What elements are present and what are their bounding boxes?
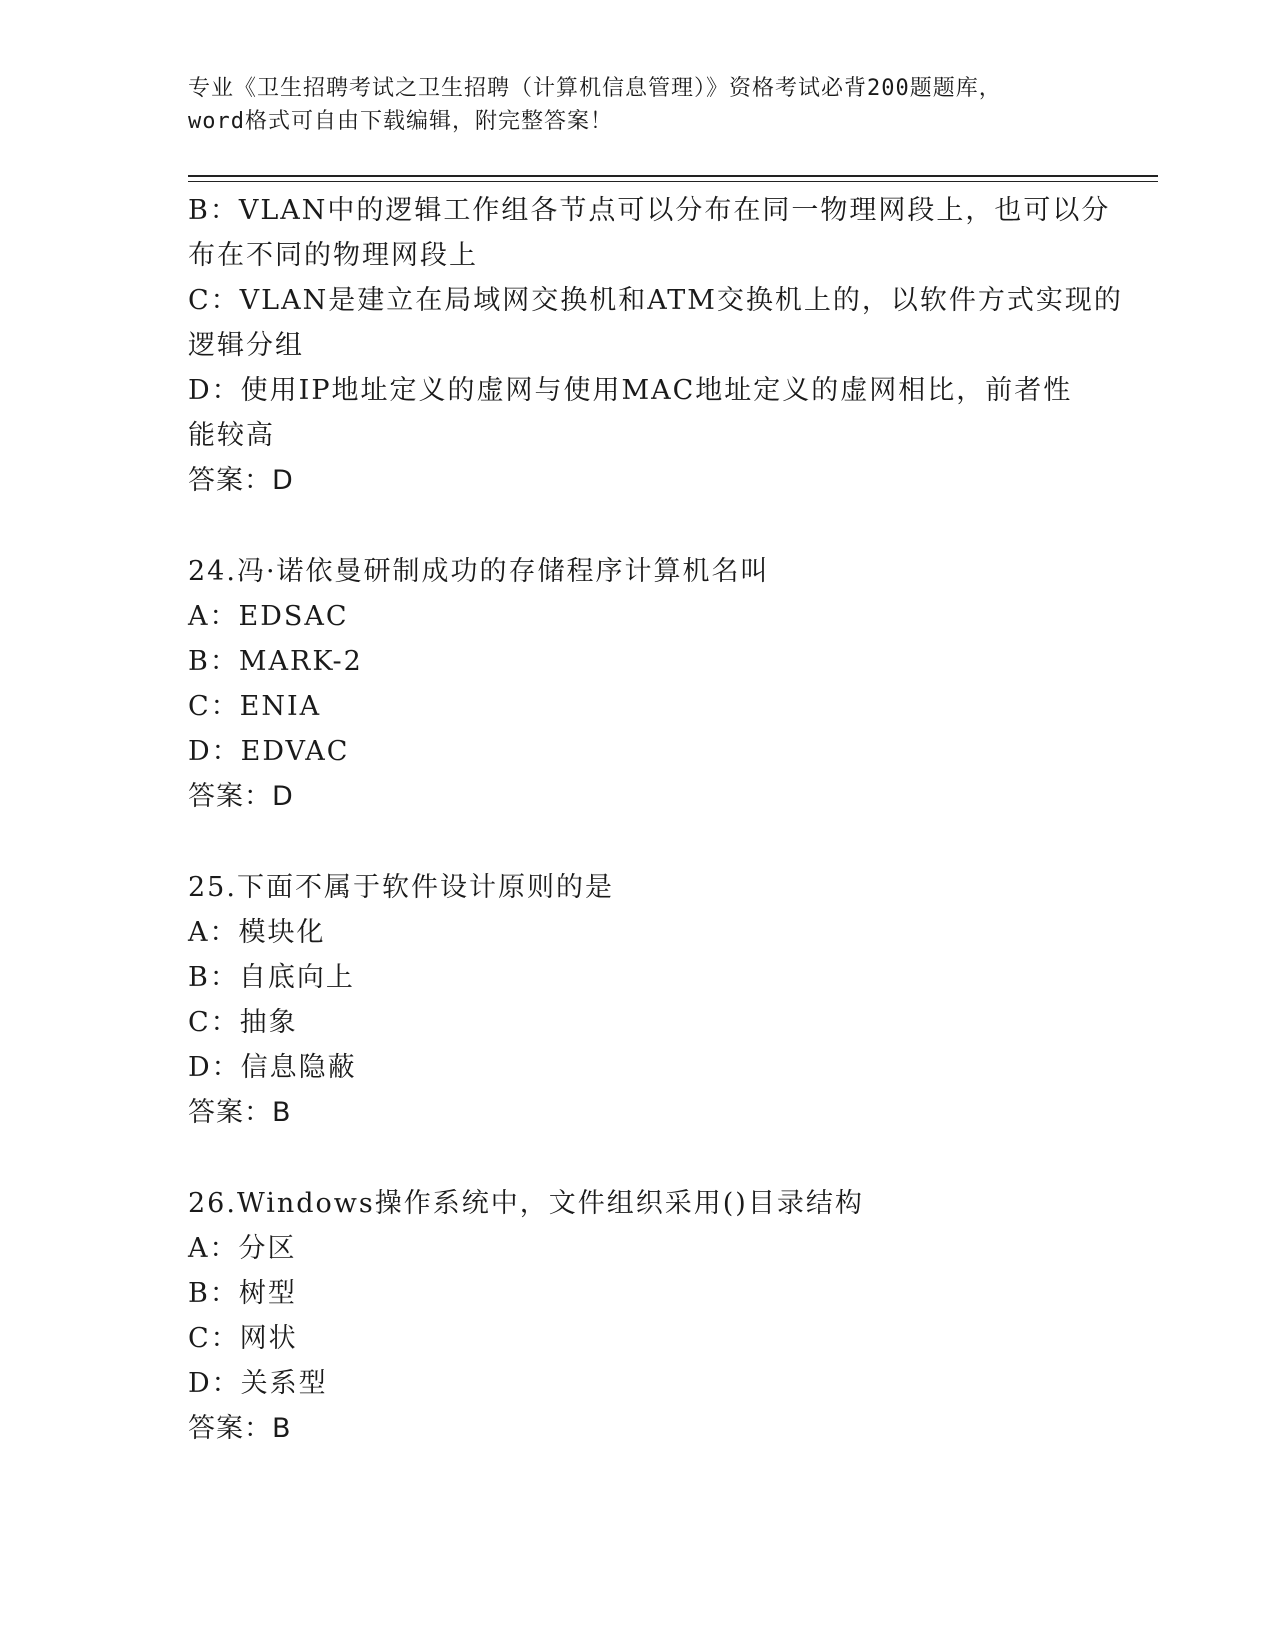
question-25 [188,865,1088,1135]
question-26 [188,1181,1088,1451]
option-a: A：EDSAC [188,601,349,632]
option-c: C：抽象 [188,1007,298,1038]
question-text: 26.Windows操作系统中，文件组织采用()目录结构 [188,1188,864,1219]
option-b: B：树型 [188,1278,297,1309]
option-b-line-1: B：VLAN中的逻辑工作组各节点可以分布在同一物理网段上，也可以分 [188,195,1111,226]
option-a: A：模块化 [188,917,326,948]
option-b: B：MARK-2 [188,646,363,677]
option-c: C：ENIA [188,691,322,722]
option-d: D：信息隐蔽 [188,1052,357,1083]
question-spacer [188,819,1088,865]
answer-line: 答案：B [188,1413,292,1444]
option-c-line-1: C：VLAN是建立在局域网交换机和ATM交换机上的，以软件方式实现的 [188,285,1123,316]
document-header [188,72,1088,138]
option-d-line-2: 能较高 [188,420,275,451]
header-divider-thin [188,181,1158,182]
option-d: D：关系型 [188,1368,328,1399]
header-divider-thick [188,175,1158,177]
header-title-line-1: 专业《卫生招聘考试之卫生招聘（计算机信息管理）》资格考试必背200题题库， [188,76,1002,101]
question-spacer [188,503,1088,549]
option-d: D：EDVAC [188,736,350,767]
option-d-line-1: D：使用IP地址定义的虚网与使用MAC地址定义的虚网相比，前者性 [188,375,1073,406]
option-b: B：自底向上 [188,962,355,993]
question-23-tail [188,188,1123,503]
question-24 [188,549,1088,819]
option-c: C：网状 [188,1323,298,1354]
answer-line: 答案：D [188,465,294,496]
option-a: A：分区 [188,1233,297,1264]
question-spacer [188,1135,1088,1181]
answer-line: 答案：B [188,1097,292,1128]
header-title-line-2: word格式可自由下载编辑，附完整答案！ [188,109,613,134]
answer-line: 答案：D [188,781,294,812]
option-b-line-2: 布在不同的物理网段上 [188,240,478,271]
option-c-line-2: 逻辑分组 [188,330,304,361]
question-text: 24.冯·诺依曼研制成功的存储程序计算机名叫 [188,556,770,587]
question-list [188,188,1123,1451]
question-text: 25.下面不属于软件设计原则的是 [188,872,614,903]
